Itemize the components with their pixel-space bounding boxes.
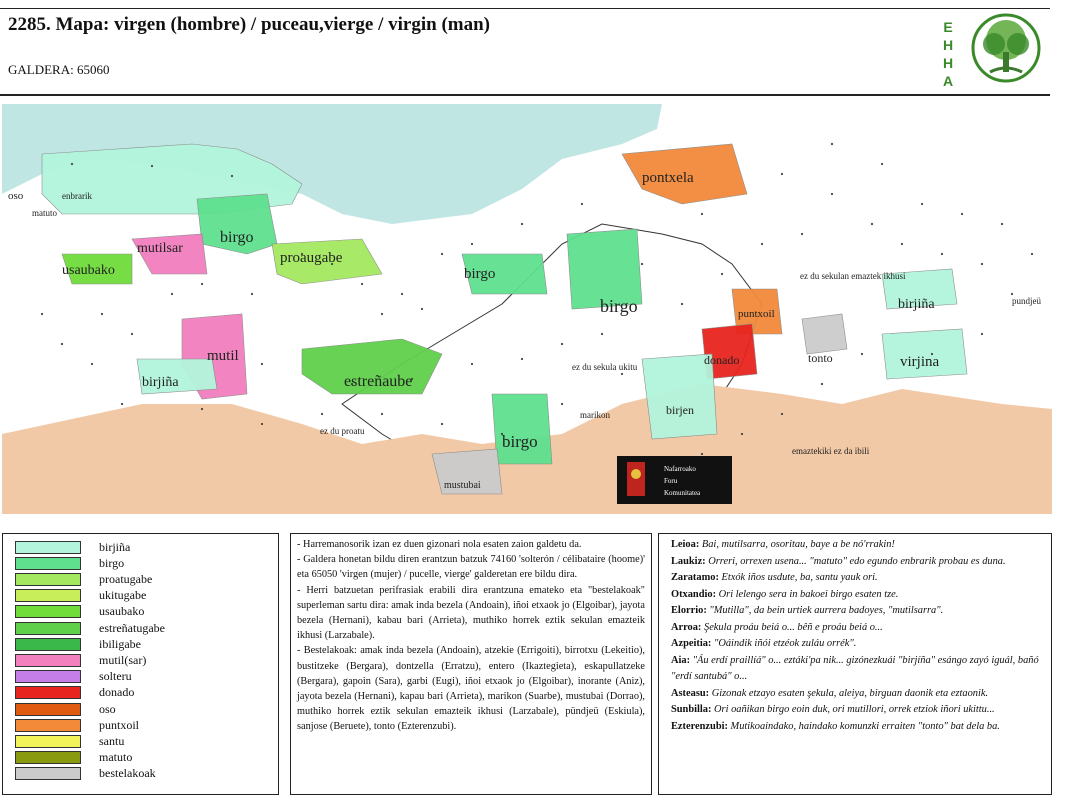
quote-row [671,620,1043,637]
quote-row [671,686,1043,703]
quote-text: "Oáindik iñói etzéok zuláu orrék". [714,638,857,649]
map-label: matuto [32,208,57,218]
legend-swatch [15,751,81,764]
quote-place: Elorrio: [671,605,710,616]
quote-row [671,570,1043,587]
quote-text: Ori lelengo sera in bakoei birgo esaten tze. [718,588,899,600]
quote-row [671,702,1043,719]
header-top-rule [0,8,1050,9]
legend-label: bestelakoak [99,766,156,781]
map-label: usaubako [62,263,115,278]
dialect-map [2,104,1052,514]
legend-swatch [15,767,81,780]
note-paragraph: - Bestelakoak: amak inda bezela (Andoain), atzekie (Errigoiti), birrotxu (Lekeitio), bustitzeke (Bergara), dontzella (Erratzu), entero (Ikaztegieta), eskapullatzeke (Bergara), gapoin (Sara), garbi (Eugi), iñoi etxaok jo (Elgoibar), inorante (Aniz), jayota bezela (Hernani), kapau bari (Arrieta), marikon (Suarbe), mustubai (Dorrao), muthiko horrek eztik sekulan emazteik ikhusi (Larzabale), pündjeü (Eskiula), sanjose (Beruete), tonto (Ezterenzubi). [297,645,645,733]
legend-swatch [15,622,81,635]
map-label: ez du sekula ukitu [572,362,638,372]
legend-item [15,540,130,554]
tree-logo-icon [970,12,1042,84]
map-label: birgo [502,432,538,451]
legend-swatch [15,719,81,732]
map-label: birjiña [142,375,179,390]
quote-text: Gizonak etzayo esaten şekula, aleiya, birguan daonik eta eztaonik. [711,687,989,699]
quote-place: Ezterenzubi: [671,720,731,732]
legend-item [15,670,132,684]
map-label: emaztekiki ez da ibili [792,446,870,456]
legend-swatch [15,638,81,651]
quote-place: Zaratamo: [671,572,722,583]
quote-text: Etxók iños usdute, ba, santu yauk ori. [721,572,878,583]
quote-row [671,587,1043,604]
legend-panel [2,533,279,795]
quote-place: Asteasu: [671,687,712,699]
legend-item [15,767,156,781]
quote-place: Laukiz: [671,555,709,567]
legend-swatch [15,654,81,667]
quote-text: "Mutilla", da bein urtiek aurrera badoyes, "mutilsarra". [709,605,944,616]
map-label: pundjeü [1012,296,1041,306]
quote-place: Arroa: [671,621,704,633]
quote-row [671,554,1043,571]
legend-item [15,751,132,765]
map-label: mustubai [444,480,481,491]
map-label: ez du proatu [320,426,365,436]
ehha-logo-text: E H H A [942,19,954,89]
header [0,0,1065,100]
map-label: enbrarik [62,191,92,201]
map-region-birgo [492,394,552,464]
quote-row [671,636,1043,653]
legend-label: proatugabe [99,571,153,586]
legend-swatch [15,589,81,602]
navarra-line2: Foru [664,477,678,485]
legend-swatch [15,557,81,570]
legend-label: solteru [99,669,132,684]
question-number: GALDERA: 65060 [8,62,110,77]
note-paragraph: - Harremanosorik izan ez duen gizonari nola esaten zaion galdetu da. [297,539,582,550]
legend-swatch [15,573,81,586]
legend-item [15,556,124,570]
map-label: ez du sekulan emaztek ikhusi [800,271,906,281]
legend-item [15,653,146,667]
legend-item [15,702,116,716]
map-label: birjiña [898,297,935,312]
legend-label: puntxoil [99,717,140,732]
map-label: estreñaube [344,373,413,390]
legend-item [15,621,165,635]
legend-swatch [15,735,81,748]
map-label: oso [8,190,24,202]
quote-place: Sunbilla: [671,704,715,715]
quote-text: Şekula proáu beiá o... bêñ e proáu beiá o... [704,621,883,633]
note-paragraph: - Herri batzuetan perifrasiak erabili dira erantzuna emateko eta "bestelakoak" superleman sartu dira: amak inda bezela (Andoain), iñoi etxaok jo (Elgoibar), jayota bezela (Hernani), kabau bari (Arrieta), muthiko horrek eztik sekulan emazteik ikhusi (Larzabale). [297,584,645,642]
page-title: 2285. Mapa: virgen (hombre) / puceau,vierge / virgin (man) [8,14,490,35]
legend-swatch [15,703,81,716]
map-label: marikon [580,410,610,420]
navarra-badge [617,456,732,504]
legend-label: birjiña [99,539,131,554]
map-label: birgo [220,229,254,246]
legend-label: oso [99,701,116,716]
legend-item [15,686,134,700]
quote-text: Orreri, orrexen usena... "matuto" edo egundo enbrarik probau es duna. [708,555,1006,567]
legend-swatch [15,605,81,618]
map-label: mutilsar [137,241,183,256]
legend-label: donado [99,685,135,700]
quote-row [671,603,1043,620]
quote-text: Mutikoaindako, haindako komunzki erraiten "tonto" bat dela ba. [730,720,1000,732]
map-label: puntxoil [738,308,775,320]
quote-place: Leioa: [671,539,702,550]
legend-label: usaubako [99,604,145,619]
map-label: birjen [666,403,694,417]
legend-label: mutil(sar) [99,652,147,667]
quote-place: Aia: [671,654,693,666]
legend-swatch [15,686,81,699]
legend-item [15,589,146,603]
legend-label: santu [99,733,125,748]
legend-swatch [15,541,81,554]
quote-text: Ori oañikan birgo eoin duk, ori mutillori, orrek etziok iñori ukittu... [714,704,995,715]
legend-label: birgo [99,555,125,570]
note-paragraph: - Galdera honetan bildu diren erantzun batzuk 74160 'solterón / célibataire (hoome)' eta 65050 'virgen (mujer) / pucelle, vierge' galderetan ere bildu dira. [297,554,645,581]
header-bottom-rule [0,94,1050,96]
legend-label: ibiligabe [99,636,141,651]
quote-row [671,537,1043,554]
legend-swatch [15,670,81,683]
navarra-line1: Nafarroako [664,465,696,473]
legend-item [15,572,152,586]
legend-item [15,605,144,619]
legend-item [15,718,139,732]
quote-place: Azpeitia: [671,638,714,649]
map-label: proaugabe [280,250,343,266]
map-label: birgo [464,266,496,282]
quote-row [671,653,1043,686]
quote-text: "Áu erdí praillíá" o... eztáki'pa nik... gizónezkuái "birjíña" esángo zayó iguál, bañó "erdí santubá" o... [671,654,1039,682]
map-label: mutil [207,348,239,364]
legend-label: matuto [99,750,133,765]
map-label: tonto [808,351,833,365]
map-svg [2,104,1052,514]
legend-item [15,734,124,748]
quote-place: Otxandio: [671,588,719,600]
map-label: virjina [900,354,940,370]
map-label: birgo [600,296,638,316]
quote-text: Bai, mutilsarra, osoritau, baye a be nó'rrakin! [701,539,895,550]
map-region-bestelakoak [802,314,847,354]
quotes-panel [658,533,1052,795]
navarra-line3: Komunitatea [664,489,701,497]
quote-row [671,719,1043,736]
map-label: pontxela [642,170,694,186]
legend-item [15,637,141,651]
map-label: donado [704,353,740,367]
legend-label: estreñatugabe [99,620,165,635]
legend-label: ukitugabe [99,588,147,603]
notes-panel [290,533,652,795]
